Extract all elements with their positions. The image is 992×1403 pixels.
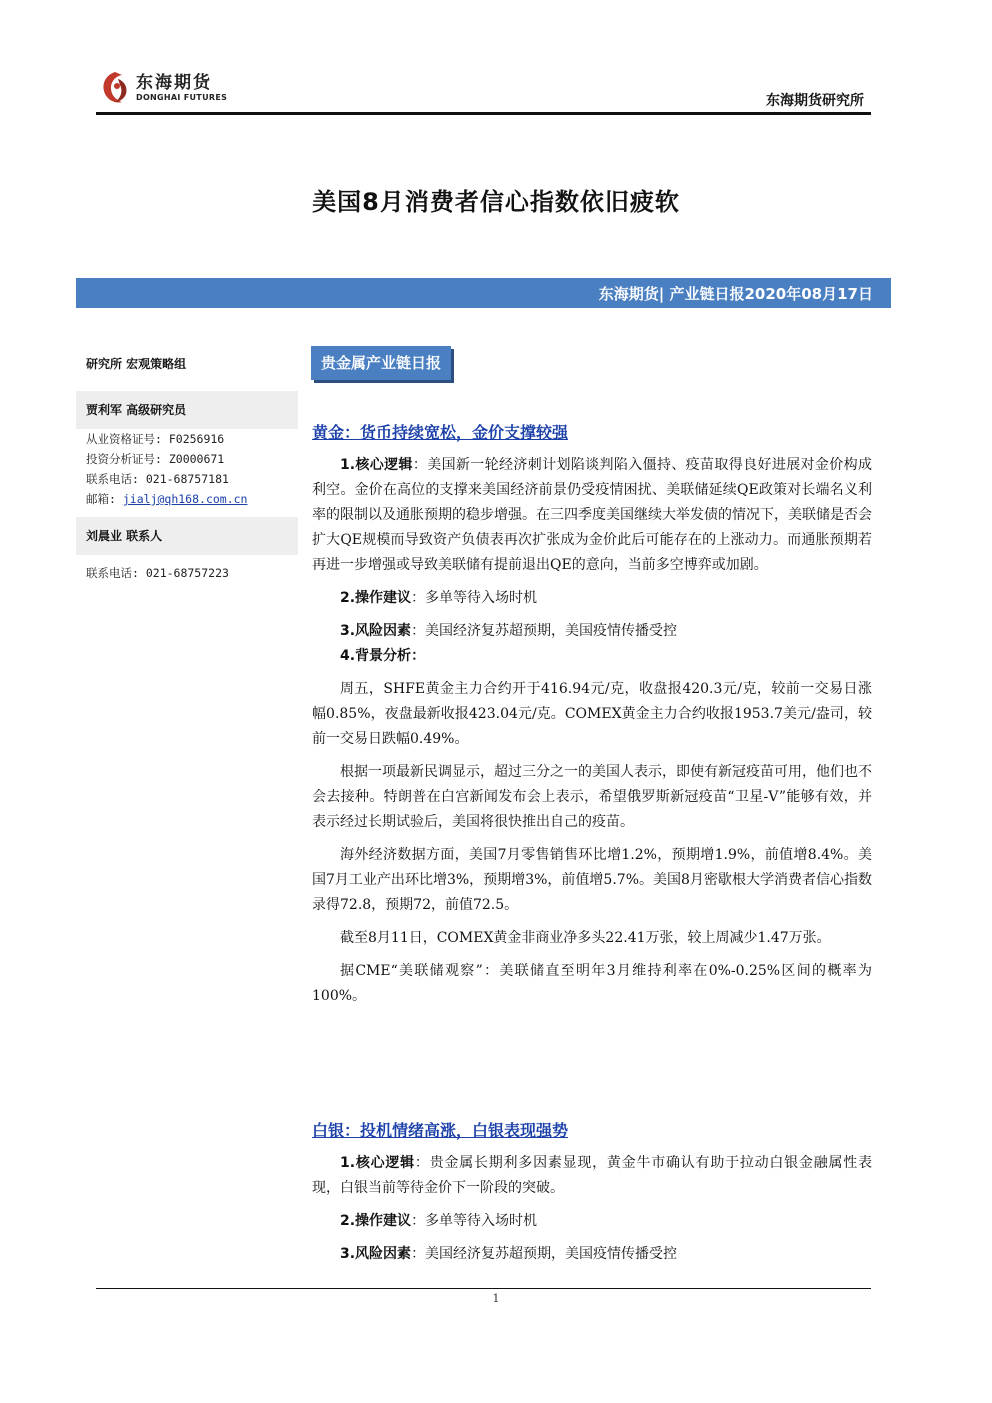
core-logic-text: ：美国新一轮经济刺计划陷谈判陷入僵持、疫苗取得良好进展对金价构成利空。金价在高位的支撑来美国经济前景仍受疫情困扰、美联储延续QE政策对长端名义利率的限制以及通胀预期的稳步增强。在三四季度美国继续大举发债的情况下，美联储是否会扩大QE规模而导致资产负债表再次扩张成为金价此后可能存在的上涨动力。而通胀预期若再进一步增强或导致美联储有提前退出QE的意向，当前多空博弈或加剧。	[312, 457, 872, 573]
risk-text: ：美国经济复苏超预期，美国疫情传播受控	[411, 1246, 678, 1262]
donghai-logo-icon	[98, 69, 132, 107]
page-number: 1	[492, 1292, 500, 1305]
silver-section	[312, 1118, 872, 1267]
gold-advice	[312, 586, 872, 611]
logo-english-name: DONGHAI FUTURES	[136, 93, 228, 102]
footer-divider	[96, 1288, 871, 1289]
contact-phone: 联系电话: 021-68757223	[86, 566, 229, 580]
banner-text: 东海期货| 产业链日报2020年08月17日	[598, 285, 873, 303]
silver-risk	[312, 1242, 872, 1267]
research-institute-name: 东海期货研究所	[766, 93, 864, 109]
core-logic-label: 1.核心逻辑	[340, 457, 413, 473]
email-label: 邮箱:	[86, 492, 123, 506]
gold-section-title[interactable]: 黄金：货币持续宽松，金价支撑较强	[312, 423, 569, 442]
company-logo	[98, 68, 238, 108]
background-label: 4.背景分析	[340, 648, 412, 664]
risk-text: ：美国经济复苏超预期，美国疫情传播受控	[411, 623, 678, 639]
risk-label: 3.风险因素	[340, 1246, 412, 1262]
gold-background-heading: 4.背景分析：	[340, 648, 426, 664]
gold-section	[312, 420, 872, 1009]
advice-text: ：多单等待入场时机	[411, 1213, 538, 1229]
report-title: 美国8月消费者信心指数依旧疲软	[312, 188, 680, 216]
silver-advice	[312, 1209, 872, 1234]
analyst-email-row	[76, 489, 298, 509]
analyst-email-link[interactable]: jialj@qh168.com.cn	[122, 492, 248, 506]
section-tag: 贵金属产业链日报	[311, 346, 451, 380]
gold-core-logic	[312, 453, 872, 578]
risk-label: 3.风险因素	[340, 623, 412, 639]
header-divider	[96, 112, 871, 115]
gold-paragraph: 周五，SHFE黄金主力合约开于416.94元/克，收盘报420.3元/克，较前一交易日涨幅0.85%，夜盘最新收报423.04元/克。COMEX黄金主力合约收报1953.7美元/盎司，较前一交易日跌幅0.49%。	[312, 681, 872, 747]
gold-paragraph: 据CME“美联储观察”：美联储直至明年3月维持利率在0%-0.25%区间的概率为100%。	[312, 963, 872, 1004]
advice-text: ：多单等待入场时机	[411, 590, 538, 606]
logo-chinese-name: 东海期货	[136, 73, 212, 93]
core-logic-label: 1.核心逻辑	[340, 1155, 415, 1171]
author-sidebar	[76, 345, 298, 583]
gold-risk	[312, 619, 872, 644]
department-heading: 研究所 宏观策略组	[86, 357, 187, 371]
silver-core-logic	[312, 1151, 872, 1201]
analyst-investment-license: 投资分析证号: Z0000671	[86, 452, 225, 466]
analyst-name: 贾利军 高级研究员	[76, 391, 298, 429]
analyst-phone: 联系电话: 021-68757181	[86, 472, 229, 486]
report-banner	[76, 278, 891, 308]
gold-paragraph: 海外经济数据方面，美国7月零售销售环比增1.2%，预期增1.9%，前值增8.4%。美国7月工业产出环比增3%，预期增3%，前值增5.7%。美国8月密歇根大学消费者信心指数录得72.8，预期72，前值72.5。	[312, 847, 872, 913]
advice-label: 2.操作建议	[340, 1213, 412, 1229]
gold-paragraph: 根据一项最新民调显示，超过三分之一的美国人表示，即使有新冠疫苗可用，他们也不会去接种。特朗普在白宫新闻发布会上表示，希望俄罗斯新冠疫苗“卫星-V”能够有效，并表示经过长期试验后，美国将很快推出自己的疫苗。	[312, 764, 872, 830]
contact-name: 刘晨业 联系人	[76, 517, 298, 555]
gold-paragraph: 截至8月11日，COMEX黄金非商业净多头22.41万张，较上周减少1.47万张。	[340, 930, 831, 946]
silver-section-title[interactable]: 白银：投机情绪高涨，白银表现强势	[312, 1121, 569, 1140]
analyst-license: 从业资格证号: F0256916	[86, 432, 225, 446]
advice-label: 2.操作建议	[340, 590, 412, 606]
core-logic-text: ：贵金属长期利多因素显现，黄金牛市确认有助于拉动白银金融属性表现，白银当前等待金价下一阶段的突破。	[312, 1155, 873, 1196]
